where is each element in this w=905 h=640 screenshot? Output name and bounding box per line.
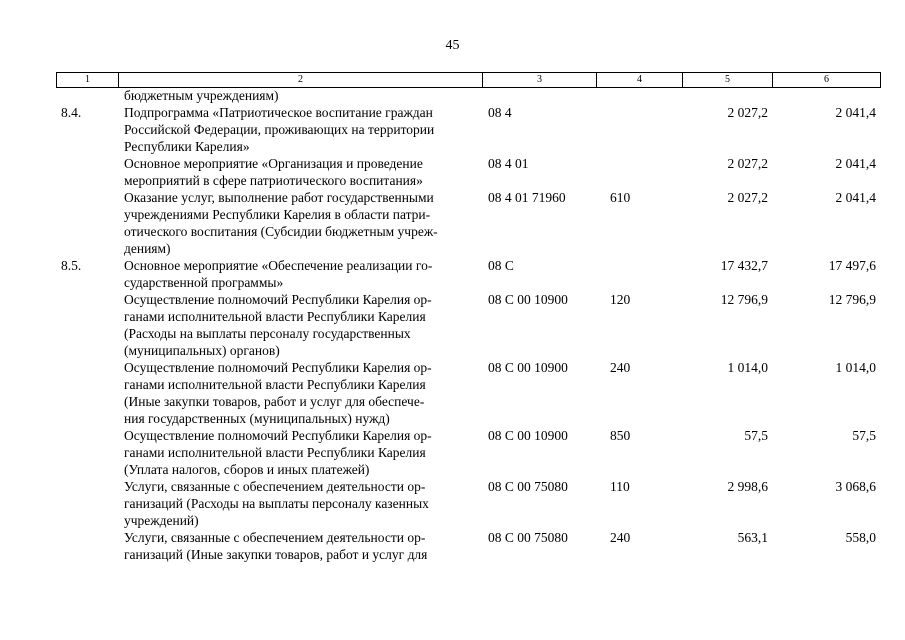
row-expense-type: 850 [610, 428, 631, 443]
table-row [56, 189, 880, 257]
budget-table-body [56, 87, 880, 563]
row-amount-col6: 2 041,4 [835, 190, 876, 205]
row-number: 8.4. [61, 105, 82, 120]
row-name-line: отического воспитания (Субсидии бюджетным учреж- [124, 224, 438, 239]
row-name-line: Республики Карелия» [124, 139, 250, 154]
row-amount-col6: 3 068,6 [835, 479, 876, 494]
row-name-line: дениям) [124, 241, 171, 256]
row-name-line: бюджетным учреждениям) [124, 88, 279, 103]
row-name [118, 529, 482, 563]
row-name-line: Осуществление полномочий Республики Карелия ор- [124, 292, 432, 307]
table-row [56, 155, 880, 189]
table-row [56, 87, 880, 104]
row-amount-col5: 17 432,7 [720, 258, 768, 273]
row-name-line: ганами исполнительной власти Республики Карелия [124, 309, 426, 324]
row-amount-col5: 12 796,9 [720, 292, 768, 307]
row-name [118, 189, 482, 257]
row-amount-col6 [772, 87, 880, 104]
row-target-code: 08 С 00 10900 [488, 292, 568, 307]
row-number [56, 291, 118, 359]
row-amount-col5: 1 014,0 [727, 360, 768, 375]
table-row [56, 291, 880, 359]
row-name-line: мероприятий в сфере патриотического воспитания» [124, 173, 423, 188]
row-expense-type: 120 [610, 292, 631, 307]
table-row [56, 529, 880, 563]
row-expense-type [596, 87, 682, 104]
row-name-line: учреждений) [124, 513, 199, 528]
row-amount-col6: 558,0 [845, 530, 876, 545]
budget-table [56, 87, 880, 563]
row-name-line: (Иные закупки товаров, работ и услуг для обеспече- [124, 394, 425, 409]
header-col-6: 6 [773, 73, 881, 88]
row-name-line: сударственной программы» [124, 275, 284, 290]
row-name-line: (Расходы на выплаты персоналу государственных [124, 326, 411, 341]
row-amount-col5: 2 027,2 [727, 190, 768, 205]
row-name [118, 359, 482, 427]
row-target-code: 08 4 01 71960 [488, 190, 566, 205]
row-number [56, 87, 118, 104]
header-row [57, 73, 881, 88]
row-expense-type [596, 155, 682, 189]
row-expense-type [596, 104, 682, 155]
row-target-code: 08 4 01 [488, 156, 529, 171]
row-name-line: Основное мероприятие «Организация и проведение [124, 156, 423, 171]
row-name-line: ганами исполнительной власти Республики Карелия [124, 445, 426, 460]
row-number [56, 189, 118, 257]
row-amount-col5: 2 027,2 [727, 105, 768, 120]
row-target-code: 08 С 00 75080 [488, 530, 568, 545]
row-number [56, 529, 118, 563]
row-name [118, 291, 482, 359]
row-expense-type [596, 257, 682, 291]
row-name [118, 427, 482, 478]
row-amount-col6: 12 796,9 [828, 292, 876, 307]
row-name-line: ганизаций (Расходы на выплаты персоналу казенных [124, 496, 429, 511]
row-name [118, 155, 482, 189]
row-expense-type: 240 [610, 530, 631, 545]
row-name-line: Российской Федерации, проживающих на территории [124, 122, 435, 137]
row-name [118, 478, 482, 529]
row-target-code [482, 87, 596, 104]
row-number: 8.5. [61, 258, 82, 273]
table-row [56, 104, 880, 155]
row-target-code: 08 4 [488, 105, 512, 120]
row-name-line: Основное мероприятие «Обеспечение реализации го- [124, 258, 433, 273]
row-number [56, 155, 118, 189]
header-col-2: 2 [119, 73, 483, 88]
table-row [56, 478, 880, 529]
row-amount-col6: 2 041,4 [835, 156, 876, 171]
table-row [56, 427, 880, 478]
row-name-line: Осуществление полномочий Республики Карелия ор- [124, 428, 432, 443]
row-name-line: ния государственных (муниципальных) нужд) [124, 411, 390, 426]
table-row [56, 359, 880, 427]
row-name-line: ганизаций (Иные закупки товаров, работ и услуг для [124, 547, 428, 562]
row-name [118, 257, 482, 291]
row-amount-col5: 57,5 [744, 428, 768, 443]
row-amount-col6: 2 041,4 [835, 105, 876, 120]
row-name-line: Осуществление полномочий Республики Карелия ор- [124, 360, 432, 375]
header-col-5: 5 [683, 73, 773, 88]
row-amount-col5: 2 998,6 [727, 479, 768, 494]
row-target-code: 08 С 00 75080 [488, 479, 568, 494]
row-name-line: Услуги, связанные с обеспечением деятельности ор- [124, 479, 426, 494]
row-amount-col5: 563,1 [737, 530, 768, 545]
column-number-header [56, 72, 881, 88]
row-number [56, 478, 118, 529]
row-amount-col6: 1 014,0 [835, 360, 876, 375]
row-name-line: Подпрограмма «Патриотическое воспитание граждан [124, 105, 433, 120]
row-name-line: (муниципальных) органов) [124, 343, 280, 358]
row-name [118, 104, 482, 155]
row-amount-col6: 17 497,6 [828, 258, 876, 273]
row-amount-col5 [682, 87, 772, 104]
row-name-line: (Уплата налогов, сборов и иных платежей) [124, 462, 370, 477]
row-target-code: 08 С 00 10900 [488, 360, 568, 375]
row-name-line: ганами исполнительной власти Республики Карелия [124, 377, 426, 392]
page-number: 45 [445, 38, 460, 53]
row-amount-col6: 57,5 [852, 428, 876, 443]
row-number [56, 359, 118, 427]
row-name-line: Оказание услуг, выполнение работ государственными [124, 190, 434, 205]
row-amount-col5: 2 027,2 [727, 156, 768, 171]
header-col-4: 4 [597, 73, 683, 88]
row-target-code: 08 С [488, 258, 514, 273]
table-row [56, 257, 880, 291]
row-number [56, 427, 118, 478]
row-expense-type: 610 [610, 190, 631, 205]
row-target-code: 08 С 00 10900 [488, 428, 568, 443]
header-col-3: 3 [483, 73, 597, 88]
row-name-line: Услуги, связанные с обеспечением деятельности ор- [124, 530, 426, 545]
row-expense-type: 110 [610, 479, 630, 494]
row-expense-type: 240 [610, 360, 631, 375]
header-col-1: 1 [57, 73, 119, 88]
row-name [118, 87, 482, 104]
row-name-line: учреждениями Республики Карелия в области патри- [124, 207, 431, 222]
